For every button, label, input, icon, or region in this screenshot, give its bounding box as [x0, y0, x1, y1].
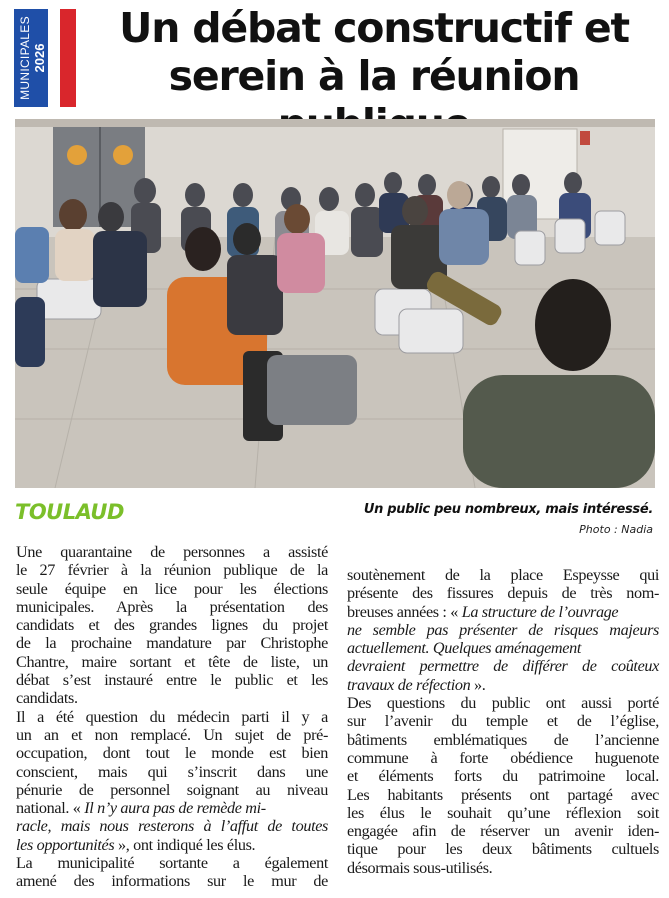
article-text: ». [470, 675, 486, 694]
article-line: Chantre, maire sortant et tête de liste, un [16, 652, 328, 671]
quote-text: travaux de réfection [347, 675, 471, 694]
article-line: tique pour les deux bâtiments cultuels [347, 840, 659, 859]
article-line: bâtiments emblématiques de l’ancienne [347, 730, 659, 749]
article-line: un an et non remplacé. Un sujet de pré- [16, 725, 328, 744]
article-line: amené des informations sur le mur de [16, 872, 328, 891]
article-line: Des questions du public ont aussi porté [347, 694, 659, 713]
article-text: breuses années : « [347, 602, 462, 621]
flag-white-band [48, 9, 60, 107]
photo-credit: Photo : Nadia [579, 523, 653, 536]
article-line: conscient, mais qui s’inscrit dans une [16, 762, 328, 781]
quote-line: actuellement. Quelques aménagement [347, 639, 581, 658]
article-line: municipales. Après la présentation des [16, 597, 328, 616]
article-line: sur l’avenir du temple et de l’église, [347, 712, 659, 731]
article-line: débat s’est instauré entre le public et les [16, 671, 328, 690]
article-text: national. « [16, 799, 85, 818]
article-line: Il a été question du médecin parti il y a [16, 707, 328, 726]
article-line [347, 676, 659, 694]
audience-photo [15, 119, 655, 488]
article-line: engagée afin de réserver un avenir iden- [347, 822, 659, 841]
article-column-2 [347, 566, 659, 877]
article-line [16, 836, 328, 854]
banner-label-line2: 2026 [31, 43, 47, 73]
article-line: candidats. [16, 689, 78, 708]
article-line: de la prochaine mandature par Christophe [16, 634, 328, 653]
article-line: seule équipe en lice pour les élections [16, 579, 328, 598]
article-column-1 [16, 543, 328, 891]
quote-text: Il n’y aura pas de remède mi- [84, 799, 266, 818]
article-line: présente des fissures depuis de très nom- [347, 584, 659, 603]
article-line: désormais sous-utilisés. [347, 858, 493, 877]
article-line [16, 799, 328, 817]
article-line: les élus le souhait qu’une réflexion soit [347, 803, 659, 822]
article-text: », ont indiqué les élus. [114, 835, 256, 854]
article-line: Les habitants présents ont partagé avec [347, 785, 659, 804]
audience-photo-illustration [15, 119, 655, 488]
municipales-2026-banner [14, 9, 76, 107]
locality-label: TOULAUD [15, 500, 124, 524]
quote-text: les opportunités [16, 835, 115, 854]
quote-text: La structure de l’ouvrage [461, 602, 619, 621]
article-line: occupation, dont tout le monde est bien [16, 744, 328, 763]
article-line: Une quarantaine de personnes a assisté [16, 543, 328, 561]
article-line: le 27 février à la réunion publique de la [16, 561, 328, 580]
banner-label-line1: MUNICIPALES [17, 16, 32, 100]
headline-line2: serein à la réunion [168, 52, 580, 100]
banner-label [15, 9, 49, 107]
article-line [347, 603, 659, 621]
article-line: commune à forte obédience huguenote [347, 748, 659, 767]
quote-line: ne semble pas présenter de risques majeurs [347, 620, 659, 639]
article-line: et éléments forts du patrimoine local. [347, 767, 659, 786]
article-line: pénurie de personnel soignant au niveau [16, 780, 328, 799]
photo-caption: Un public peu nombreux, mais intéressé. [363, 502, 653, 517]
article-line: candidats et des grandes lignes du projet [16, 616, 328, 635]
article-line: La municipalité sortante a également [16, 854, 328, 873]
quote-line: racle, mais nous resterons à l’affut de toutes [16, 817, 328, 836]
headline-line1: Un débat constructif et [119, 4, 629, 52]
quote-line: devraient permettre de différer de coûteux [347, 657, 659, 676]
article-line: soutènement de la place Espeysse qui [347, 566, 659, 584]
flag-red-band [60, 9, 76, 107]
